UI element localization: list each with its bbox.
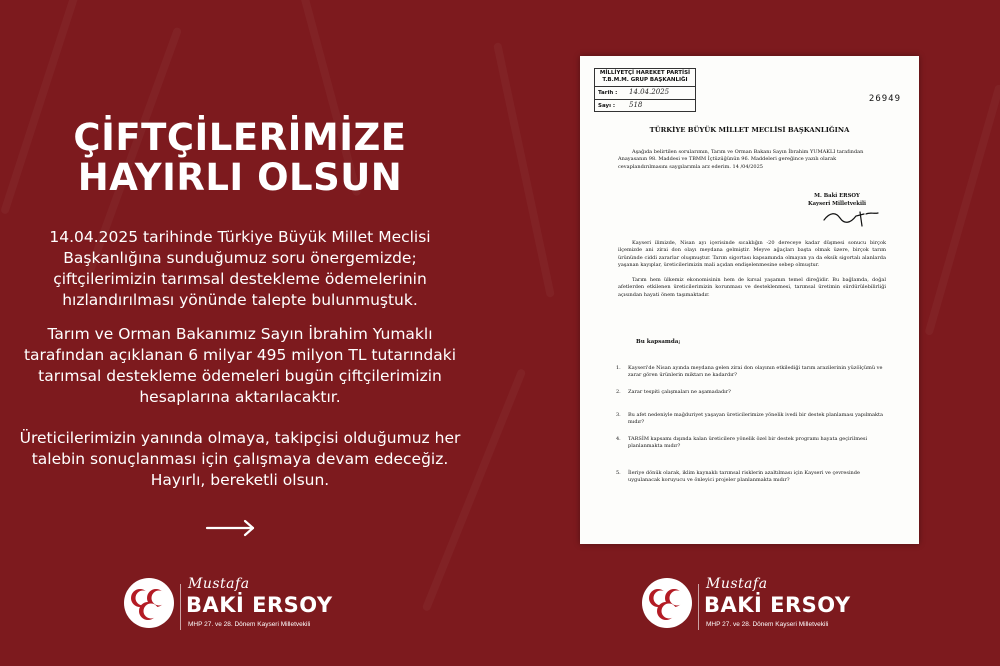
stamp-date-label: Tarih : [598, 90, 618, 96]
signer-block [808, 192, 866, 208]
logo-name: BAKİ ERSOY [704, 593, 851, 617]
question-number: 5. [616, 470, 621, 476]
logo-name: BAKİ ERSOY [186, 593, 333, 617]
document-number: 26949 [868, 94, 901, 104]
stamp-number-value: 518 [629, 101, 643, 109]
logo-script-name: Mustafa [706, 576, 768, 592]
headline-line-1: ÇİFTÇİLERİMİZE [73, 116, 407, 159]
question-text: Zarar tespiti çalışmaları ne aşamadadır? [628, 389, 731, 395]
stamp-date-row [595, 87, 695, 100]
signer-name: M. Baki ERSOY [814, 193, 860, 199]
headline [20, 118, 460, 198]
background-stroke [493, 42, 555, 298]
parliamentary-question-document [580, 56, 919, 544]
handwritten-signature [820, 208, 880, 228]
document-body-1: Kayseri ilimizde, Nisan ayı içerisinde sıcaklığın -20 dereceye kadar düşmesi sonucu birçok ilçemizde ani zirai don olayı meydana gelmiştir. Meyve ağaçları başta olmak üzere, birçok tarım ürününde ciddi zararlar oluşmuştur. Tarım sigortası kapsamında olmayan ya da eksik sigortalı alanlarda yaşanan kayıplar, üreticilerimizin mali açıdan endişelenmesine sebep olmuştur. [618, 240, 886, 268]
question-text: TARSİM kapsamı dışında kalan üreticilere yönelik özel bir destek programı hayata geçirilmesi planlanmakta mıdır? [628, 436, 868, 450]
mhp-baki-ersoy-logo [642, 576, 862, 642]
stamp-number-row [595, 100, 695, 112]
signer-title: Kayseri Milletvekili [808, 201, 866, 207]
document-intro: Aşağıda belirtilen sorularımın, Tarım ve Orman Bakanı Sayın İbrahim YUMAKLI tarafından Anayasanın 98. Maddesi ve TBMM İçtüzüğünün 96. Maddeleri gereğince yazılı olarak cevaplandırılmasını saygılarımla arz ederim. 14 /04/2025 [618, 149, 864, 170]
crescent-emblem-icon [124, 578, 174, 628]
question-number: 4. [616, 436, 621, 442]
receipt-stamp [594, 68, 696, 112]
logo-subtitle: MHP 27. ve 28. Dönem Kayseri Milletvekili [706, 621, 829, 628]
logo-script-name: Mustafa [188, 576, 250, 592]
logo-divider [180, 584, 181, 630]
question-text: Bu afet nedeniyle mağduriyet yaşayan üreticilerimize yönelik ivedi bir destek planlaması yapılmakta mıdır? [628, 412, 884, 426]
stamp-header: MİLLİYETÇİ HAREKET PARTİSİ T.B.M.M. GRUP BAŞKANLIĞI [595, 69, 695, 87]
mhp-baki-ersoy-logo [124, 576, 344, 642]
crescent-emblem-icon [642, 578, 692, 628]
question-number: 2. [616, 389, 621, 395]
paragraph-1: 14.04.2025 tarihinde Türkiye Büyük Millet Meclisi Başkanlığına sunduğumuz soru önergemizde; çiftçilerimizin tarımsal destekleme ödemelerinin hızlandırılması yönünde talepte bulunmuştuk. [49, 228, 431, 309]
stamp-number-label: Sayı : [598, 103, 616, 109]
arrow-right-icon [205, 518, 257, 538]
document-title: TÜRKİYE BÜYÜK MİLLET MECLİSİ BAŞKANLIĞINA [649, 126, 850, 134]
document-body-2: Tarım hem ülkemiz ekonomisinin hem de kırsal yaşamın temel direğidir. Bu bağlamda, doğal afetlerden etkilenen üreticilerimizin korunması ve desteklenmesi, tarımsal üretimin sürdürülebilirliği açısından hayati önem taşımaktadır. [618, 277, 886, 298]
background-stroke [924, 84, 1000, 336]
logo-divider [698, 584, 699, 630]
question-text: Kayseri'de Nisan ayında meydana gelen zirai don olayının etkilediği tarım arazilerinin yüzölçümü ve zarar gören ürünlerin miktarı ne kadardır? [628, 365, 883, 379]
paragraph-2: Tarım ve Orman Bakanımız Sayın İbrahim Yumaklı tarafından açıklanan 6 milyar 495 milyon TL tutarındaki tarımsal destekleme ödemeleri bugün çiftçilerimizin hesaplarına aktarılacaktır. [23, 325, 457, 406]
scope-label: Bu kapsamda; [636, 339, 681, 345]
paragraph-3: Üreticilerimizin yanında olmaya, takipçisi olduğumuz her talebin sonuçlanması için çalışmaya devam edeceğiz. Hayırlı, bereketli olsun. [19, 429, 461, 489]
headline-line-2: HAYIRLI OLSUN [77, 156, 403, 199]
logo-subtitle: MHP 27. ve 28. Dönem Kayseri Milletvekili [188, 621, 311, 628]
question-text: İleriye dönük olarak, iklim kaynaklı tarımsal risklerin azaltılması için Kayseri ve çevresinde uygulanacak koruyucu ve önleyici projeler planlanmakta mıdır? [628, 470, 860, 484]
stamp-date-value: 14.04.2025 [629, 88, 670, 96]
question-number: 3. [616, 412, 621, 418]
question-number: 1. [616, 365, 621, 371]
